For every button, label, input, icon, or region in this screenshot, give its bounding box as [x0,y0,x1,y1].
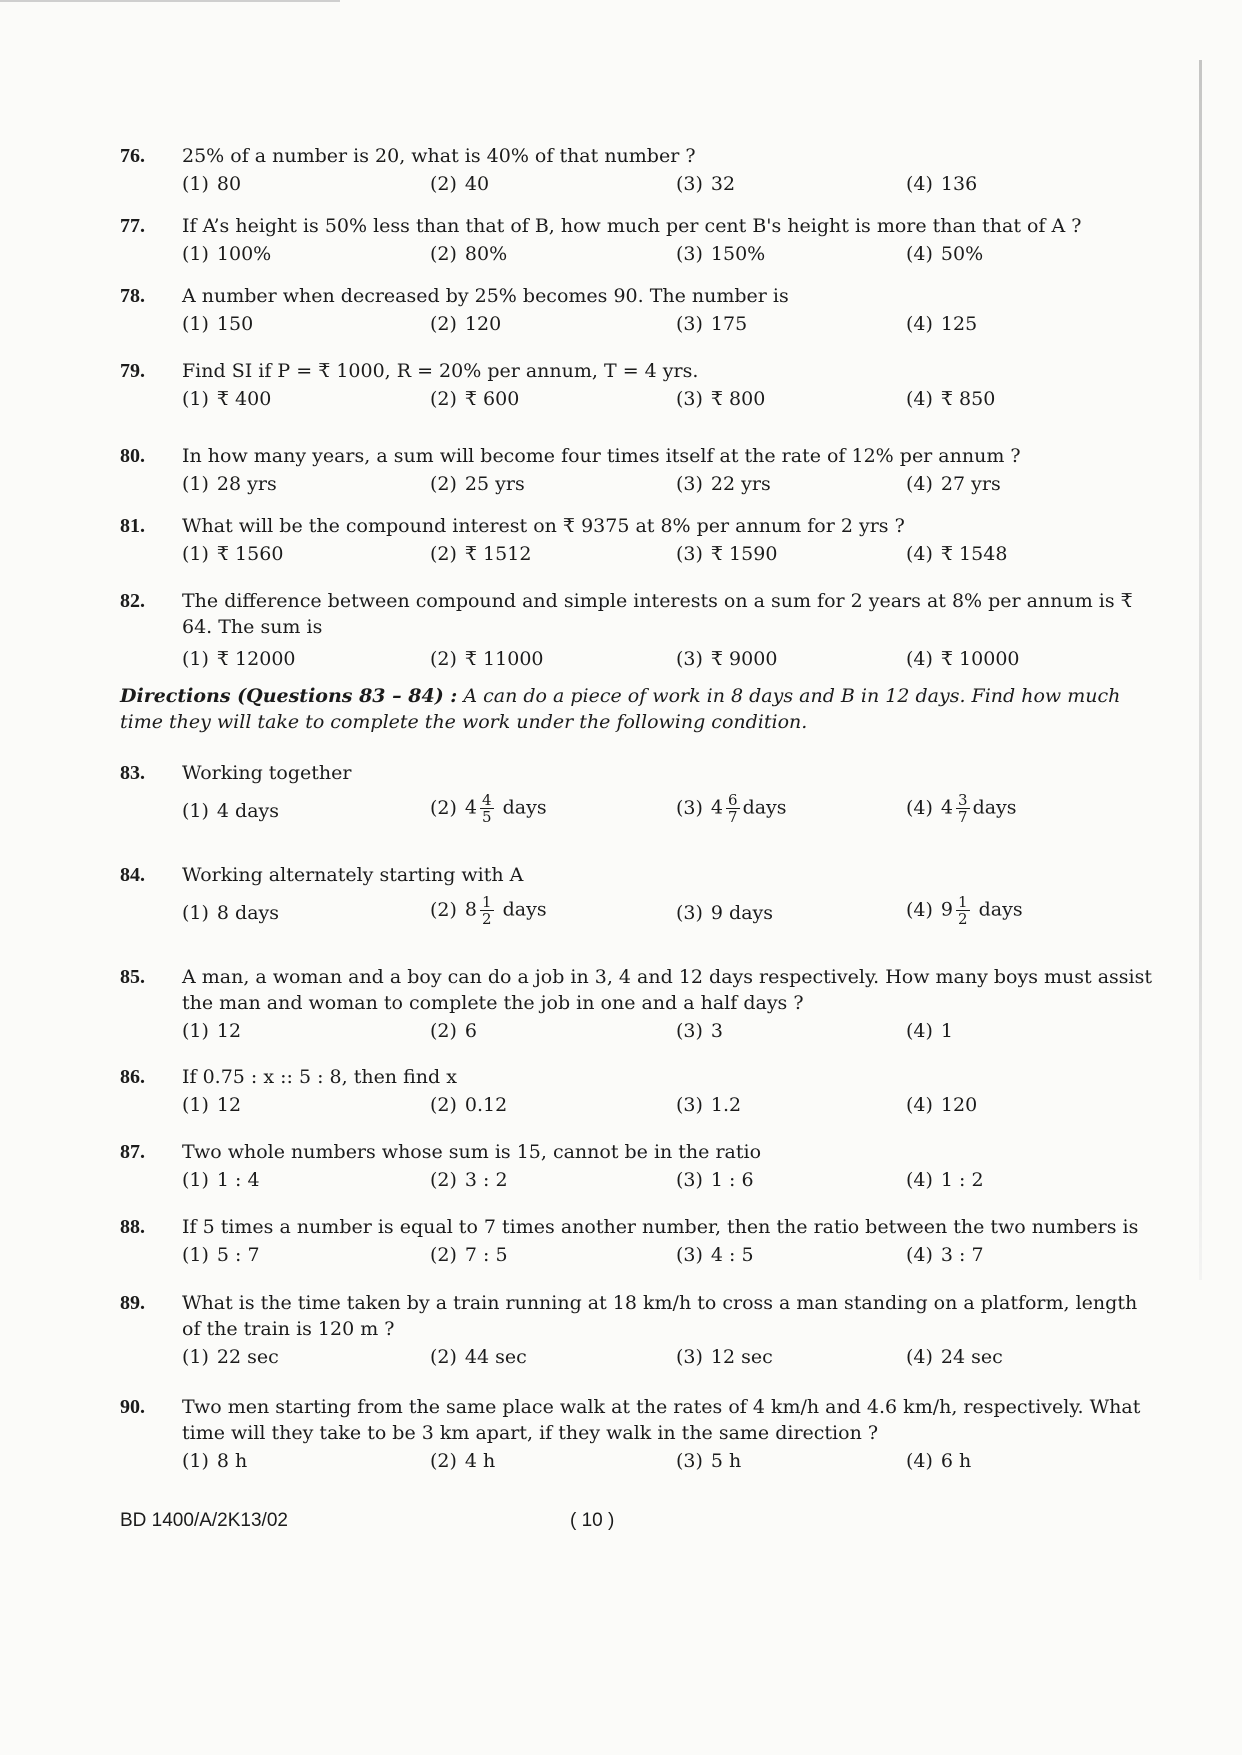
question-90 [120,1394,1160,1478]
question-85 [120,964,1160,1048]
question-text: A man, a woman and a boy can do a job in 3, 4 and 12 days respectively. How many boys must assist the man and woman to complete the job in one and a half days ? [182,966,1152,1014]
option-2: (2) 6 [430,1020,478,1042]
option-2: (2) 25 yrs [430,473,525,495]
question-number: 76. [120,145,145,167]
booklet-code: BD 1400/A/2K13/02 [120,1510,288,1531]
option-4: (4) 125 [906,313,978,335]
option-4: (4) 27 yrs [906,473,1001,495]
question-number: 85. [120,966,145,988]
option-3: (3) 12 sec [676,1346,773,1368]
option-4: (4) 50% [906,243,984,265]
option-3: (3) 4 $\frac{6}{7}$ days [676,791,787,826]
question-80 [120,443,1160,501]
scan-top-rule [0,0,340,2]
question-number: 80. [120,445,145,467]
options-row [120,1092,1160,1122]
option-3: (3) 150% [676,243,766,265]
fraction: $\frac{1}{2}$ [482,893,492,928]
options-row [120,1448,1160,1478]
question-78 [120,283,1160,341]
question-number: 81. [120,515,145,537]
options-row [120,1344,1160,1374]
option-3: (3) 5 h [676,1450,742,1472]
question-82 [120,588,1160,676]
option-3: (3) 3 [676,1020,724,1042]
option-3: (3) 4 : 5 [676,1244,754,1266]
question-number: 86. [120,1066,145,1088]
option-4: (4) 1 [906,1020,954,1042]
question-text: If 0.75 : x :: 5 : 8, then find x [182,1066,457,1088]
option-1: (1) 5 : 7 [182,1244,260,1266]
option-1: (1) 22 sec [182,1346,279,1368]
option-2: (2) 40 [430,173,490,195]
option-1: (1) 80 [182,173,242,195]
option-3: (3) 1.2 [676,1094,742,1116]
option-2: (2) 120 [430,313,502,335]
option-1: (1) ₹ 12000 [182,648,296,670]
question-text: If A’s height is 50% less than that of B, how much per cent B's height is more than that of A ? [182,215,1082,237]
option-1: (1) 4 days [182,800,280,822]
option-3: (3) 32 [676,173,736,195]
option-2: (2) 0.12 [430,1094,508,1116]
directions-block [120,683,1160,735]
question-number: 90. [120,1396,145,1418]
question-text: What is the time taken by a train running at 18 km/h to cross a man standing on a platform, length of the train is 120 m ? [182,1292,1138,1340]
option-2: (2) 44 sec [430,1346,527,1368]
question-number: 78. [120,285,145,307]
option-1: (1) 8 h [182,1450,248,1472]
page-number: ( 10 ) [570,1510,615,1531]
fraction: $\frac{1}{2}$ [958,893,968,928]
question-number: 83. [120,762,145,784]
option-3: (3) 175 [676,313,748,335]
question-text: The difference between compound and simple interests on a sum for 2 years at 8% per annum is ₹ 64. The sum is [182,590,1133,638]
option-3: (3) ₹ 9000 [676,648,778,670]
option-2: (2) 4 $\frac{4}{5}$ days [430,791,547,826]
option-2: (2) 8 $\frac{1}{2}$ days [430,893,547,928]
option-4: (4) 1 : 2 [906,1169,984,1191]
option-3: (3) 22 yrs [676,473,771,495]
option-4: (4) ₹ 10000 [906,648,1020,670]
option-1: (1) 12 [182,1020,242,1042]
question-89 [120,1290,1160,1374]
option-2: (2) 4 h [430,1450,496,1472]
option-3: (3) 1 : 6 [676,1169,754,1191]
option-1: (1) 150 [182,313,254,335]
question-text: Two men starting from the same place walk at the rates of 4 km/h and 4.6 km/h, respectively. What time will they take to be 3 km apart, if they walk in the same direction ? [182,1396,1141,1444]
question-88 [120,1214,1160,1272]
question-number: 89. [120,1292,145,1314]
question-87 [120,1139,1160,1197]
option-2: (2) ₹ 1512 [430,543,532,565]
question-text: In how many years, a sum will become four times itself at the rate of 12% per annum ? [182,445,1021,467]
question-79 [120,358,1160,416]
fraction: $\frac{6}{7}$ [728,791,738,826]
options-row [120,541,1160,571]
question-number: 79. [120,360,145,382]
options-row [120,646,1160,676]
question-81 [120,513,1160,571]
option-2: (2) ₹ 11000 [430,648,544,670]
fraction: $\frac{3}{7}$ [958,791,968,826]
question-text: Two whole numbers whose sum is 15, cannot be in the ratio [182,1141,762,1163]
option-4: (4) 136 [906,173,978,195]
option-1: (1) 1 : 4 [182,1169,260,1191]
option-1: (1) ₹ 1560 [182,543,284,565]
options-row [120,894,1160,938]
option-2: (2) 7 : 5 [430,1244,508,1266]
options-row [120,471,1160,501]
option-2: (2) 80% [430,243,508,265]
question-text: If 5 times a number is equal to 7 times another number, then the ratio between the two numbers is [182,1216,1139,1238]
option-4: (4) 4 $\frac{3}{7}$ days [906,791,1017,826]
question-83 [120,760,1160,836]
option-4: (4) 3 : 7 [906,1244,984,1266]
option-1: (1) 28 yrs [182,473,277,495]
scan-edge-shadow [1199,60,1202,1280]
question-86 [120,1064,1160,1122]
options-row [120,241,1160,271]
option-4: (4) ₹ 1548 [906,543,1008,565]
option-1: (1) 100% [182,243,272,265]
option-2: (2) ₹ 600 [430,388,520,410]
option-4: (4) 24 sec [906,1346,1003,1368]
option-4: (4) ₹ 850 [906,388,996,410]
question-text: 25% of a number is 20, what is 40% of that number ? [182,145,696,167]
option-1: (1) 8 days [182,902,280,924]
fraction: $\frac{4}{5}$ [482,791,492,826]
question-text: Working alternately starting with A [182,864,524,886]
option-3: (3) 9 days [676,902,774,924]
question-77 [120,213,1160,271]
question-76 [120,143,1160,201]
question-text: A number when decreased by 25% becomes 90. The number is [182,285,789,307]
question-number: 88. [120,1216,145,1238]
option-4: (4) 6 h [906,1450,972,1472]
question-text: What will be the compound interest on ₹ 9375 at 8% per annum for 2 yrs ? [182,515,905,537]
option-2: (2) 3 : 2 [430,1169,508,1191]
directions-heading: Directions (Questions 83 – 84) : [120,685,458,707]
question-number: 77. [120,215,145,237]
options-row [120,1242,1160,1272]
question-number: 82. [120,590,145,612]
option-3: (3) ₹ 800 [676,388,766,410]
option-1: (1) ₹ 400 [182,388,272,410]
options-row [120,1018,1160,1048]
option-3: (3) ₹ 1590 [676,543,778,565]
options-row [120,1167,1160,1197]
directions-text: A can do a piece of work in 8 days and B in 12 days. Find how much time they will take to complete the work under the following condition. [120,685,1121,733]
option-1: (1) 12 [182,1094,242,1116]
option-4: (4) 120 [906,1094,978,1116]
options-row [120,792,1160,836]
question-84 [120,862,1160,938]
option-4: (4) 9 $\frac{1}{2}$ days [906,893,1023,928]
options-row [120,386,1160,416]
question-number: 84. [120,864,145,886]
options-row [120,171,1160,201]
question-number: 87. [120,1141,145,1163]
options-row [120,311,1160,341]
question-text: Working together [182,762,352,784]
question-text: Find SI if P = ₹ 1000, R = 20% per annum, T = 4 yrs. [182,360,699,382]
